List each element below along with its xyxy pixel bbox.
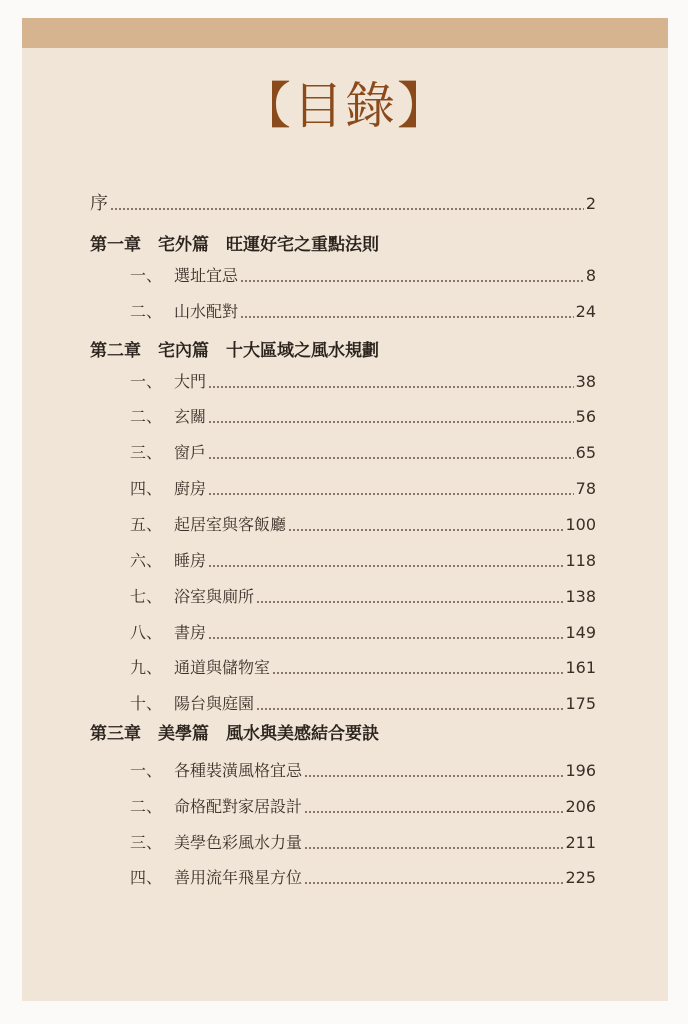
toc-row (130, 864, 596, 888)
leader-dots (256, 693, 563, 711)
toc-label: 廚房 (174, 479, 207, 498)
toc-item-number: 三、 (130, 833, 163, 852)
toc-item-number: 八、 (130, 623, 163, 642)
toc-page-number: 38 (575, 372, 596, 391)
toc-item-number: 一、 (130, 266, 163, 285)
toc-row (130, 475, 596, 499)
toc-label: 通道與儲物室 (174, 658, 271, 677)
leader-dots (256, 586, 563, 604)
toc-row (130, 690, 596, 714)
chapter-heading: 第一章 宅外篇 旺運好宅之重點法則 (90, 235, 379, 255)
toc-item-number: 十、 (130, 694, 163, 713)
leader-dots (272, 657, 563, 675)
toc-label: 命格配對家居設計 (174, 797, 303, 816)
toc-item-number: 五、 (130, 515, 163, 534)
toc-item-number: 二、 (130, 302, 163, 321)
toc-item-number: 一、 (130, 761, 163, 780)
toc-row (130, 262, 596, 286)
toc-label: 美學色彩風水力量 (174, 833, 303, 852)
leader-dots (240, 301, 574, 319)
book-page (22, 18, 668, 1001)
toc-page-number: 100 (565, 515, 596, 534)
toc-row (130, 403, 596, 427)
leader-dots (208, 406, 574, 424)
toc-label: 書房 (174, 623, 207, 642)
leader-dots (110, 193, 584, 211)
toc-page-number: 8 (585, 266, 596, 285)
toc-label: 陽台與庭園 (174, 694, 255, 713)
toc-item-number: 二、 (130, 407, 163, 426)
chapter-heading: 第三章 美學篇 風水與美感結合要訣 (90, 724, 379, 744)
toc-page-number: 211 (565, 833, 596, 852)
toc-row (130, 654, 596, 678)
toc-page-number: 161 (565, 658, 596, 677)
leader-dots (304, 832, 563, 850)
toc-page-number: 2 (585, 194, 596, 213)
leader-dots (240, 265, 584, 283)
toc-row (130, 298, 596, 322)
toc-page-number: 196 (565, 761, 596, 780)
table-of-contents (22, 18, 668, 1001)
toc-item-number: 四、 (130, 479, 163, 498)
toc-label: 善用流年飛星方位 (174, 868, 303, 887)
toc-page-number: 149 (565, 623, 596, 642)
leader-dots (304, 796, 563, 814)
toc-row (130, 619, 596, 643)
toc-row (130, 547, 596, 571)
toc-item-number: 二、 (130, 797, 163, 816)
toc-item-number: 一、 (130, 372, 163, 391)
toc-page-number: 206 (565, 797, 596, 816)
toc-label: 浴室與廁所 (174, 587, 255, 606)
toc-row (130, 757, 596, 781)
toc-label: 序 (90, 193, 108, 214)
toc-row (130, 583, 596, 607)
toc-page-number: 24 (575, 302, 596, 321)
toc-row (130, 511, 596, 535)
toc-item-number: 七、 (130, 587, 163, 606)
toc-label: 選址宜忌 (174, 266, 239, 285)
page-title: 【目錄】 (241, 77, 449, 135)
toc-label: 山水配對 (174, 302, 239, 321)
leader-dots (304, 760, 563, 778)
toc-row (130, 439, 596, 463)
toc-item-number: 三、 (130, 443, 163, 462)
toc-row (130, 829, 596, 853)
toc-label: 起居室與客飯廳 (174, 515, 287, 534)
toc-label: 各種裝潢風格宜忌 (174, 761, 303, 780)
toc-label: 睡房 (174, 551, 207, 570)
toc-item-number: 四、 (130, 868, 163, 887)
toc-page-number: 78 (575, 479, 596, 498)
leader-dots (208, 442, 574, 460)
toc-page-number: 65 (575, 443, 596, 462)
leader-dots (208, 622, 563, 640)
toc-page-number: 56 (575, 407, 596, 426)
toc-page-number: 175 (565, 694, 596, 713)
toc-label: 玄關 (174, 407, 207, 426)
toc-item-number: 六、 (130, 551, 163, 570)
leader-dots (304, 867, 563, 885)
toc-item-number: 九、 (130, 658, 163, 677)
toc-label: 窗戶 (174, 443, 207, 462)
toc-page-number: 225 (565, 868, 596, 887)
leader-dots (208, 550, 563, 568)
toc-page-number: 118 (565, 551, 596, 570)
toc-label: 大門 (174, 372, 207, 391)
chapter-heading: 第二章 宅內篇 十大區域之風水規劃 (90, 341, 379, 361)
toc-row (130, 793, 596, 817)
leader-dots (208, 371, 574, 389)
leader-dots (288, 514, 563, 532)
leader-dots (208, 478, 574, 496)
toc-row (130, 368, 596, 392)
toc-page-number: 138 (565, 587, 596, 606)
toc-row-preface (90, 190, 596, 214)
